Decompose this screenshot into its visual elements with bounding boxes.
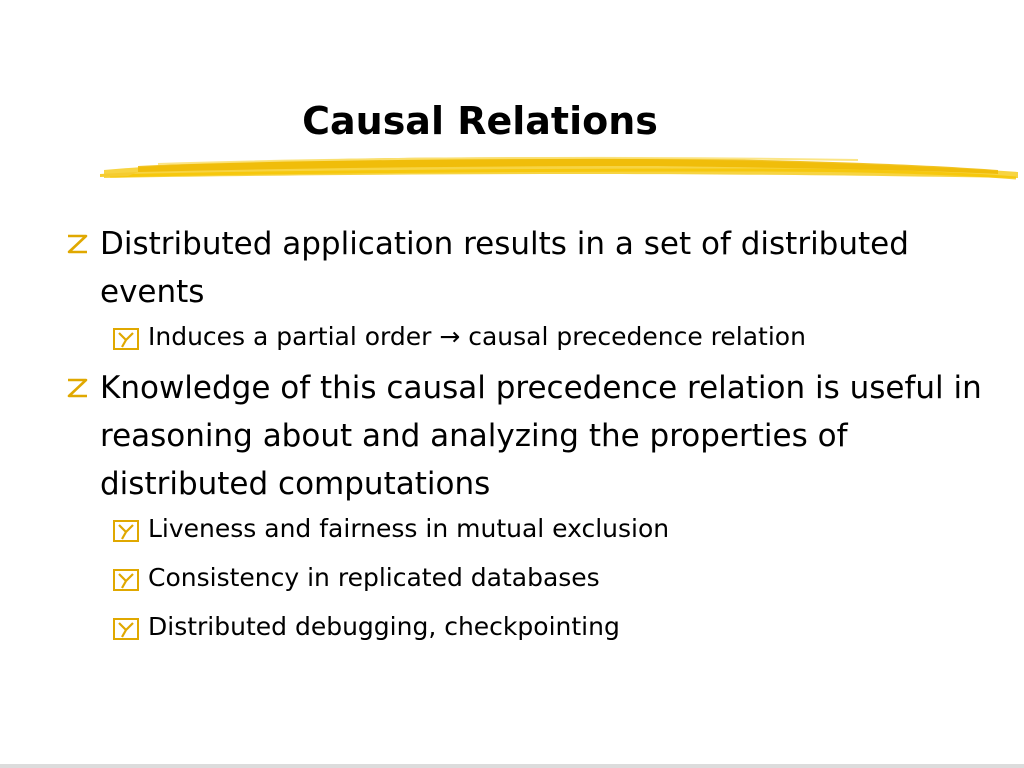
slide-body xyxy=(62,220,1012,659)
bullet-text: Distributed application results in a set of distributed events xyxy=(100,226,909,310)
bullet-text: Knowledge of this causal precedence relation is useful in reasoning about and analyzing the properties of distributed computations xyxy=(100,370,982,502)
bullet-text: Liveness and fairness in mutual exclusion xyxy=(148,514,670,543)
bullet-level2-item xyxy=(112,320,1012,354)
bullet-level2-item xyxy=(112,561,1012,595)
z-bullet-icon xyxy=(62,377,92,399)
z-bullet-icon xyxy=(62,233,92,255)
slide-title: Causal Relations xyxy=(302,99,658,143)
bullet-level2-item xyxy=(112,610,1012,644)
bullet-level1-item xyxy=(62,364,1012,508)
title-brush-underline xyxy=(98,146,1024,188)
y-checkbox-bullet-icon xyxy=(112,617,142,641)
bullet-text: Induces a partial order → causal precedence relation xyxy=(148,322,806,351)
y-checkbox-bullet-icon xyxy=(112,519,142,543)
bottom-divider xyxy=(0,764,1024,768)
bullet-text: Consistency in replicated databases xyxy=(148,563,600,592)
y-checkbox-bullet-icon xyxy=(112,327,142,351)
y-checkbox-bullet-icon xyxy=(112,568,142,592)
bullet-level1-item xyxy=(62,220,1012,316)
bullet-level2-item xyxy=(112,512,1012,546)
bullet-text: Distributed debugging, checkpointing xyxy=(148,612,620,641)
